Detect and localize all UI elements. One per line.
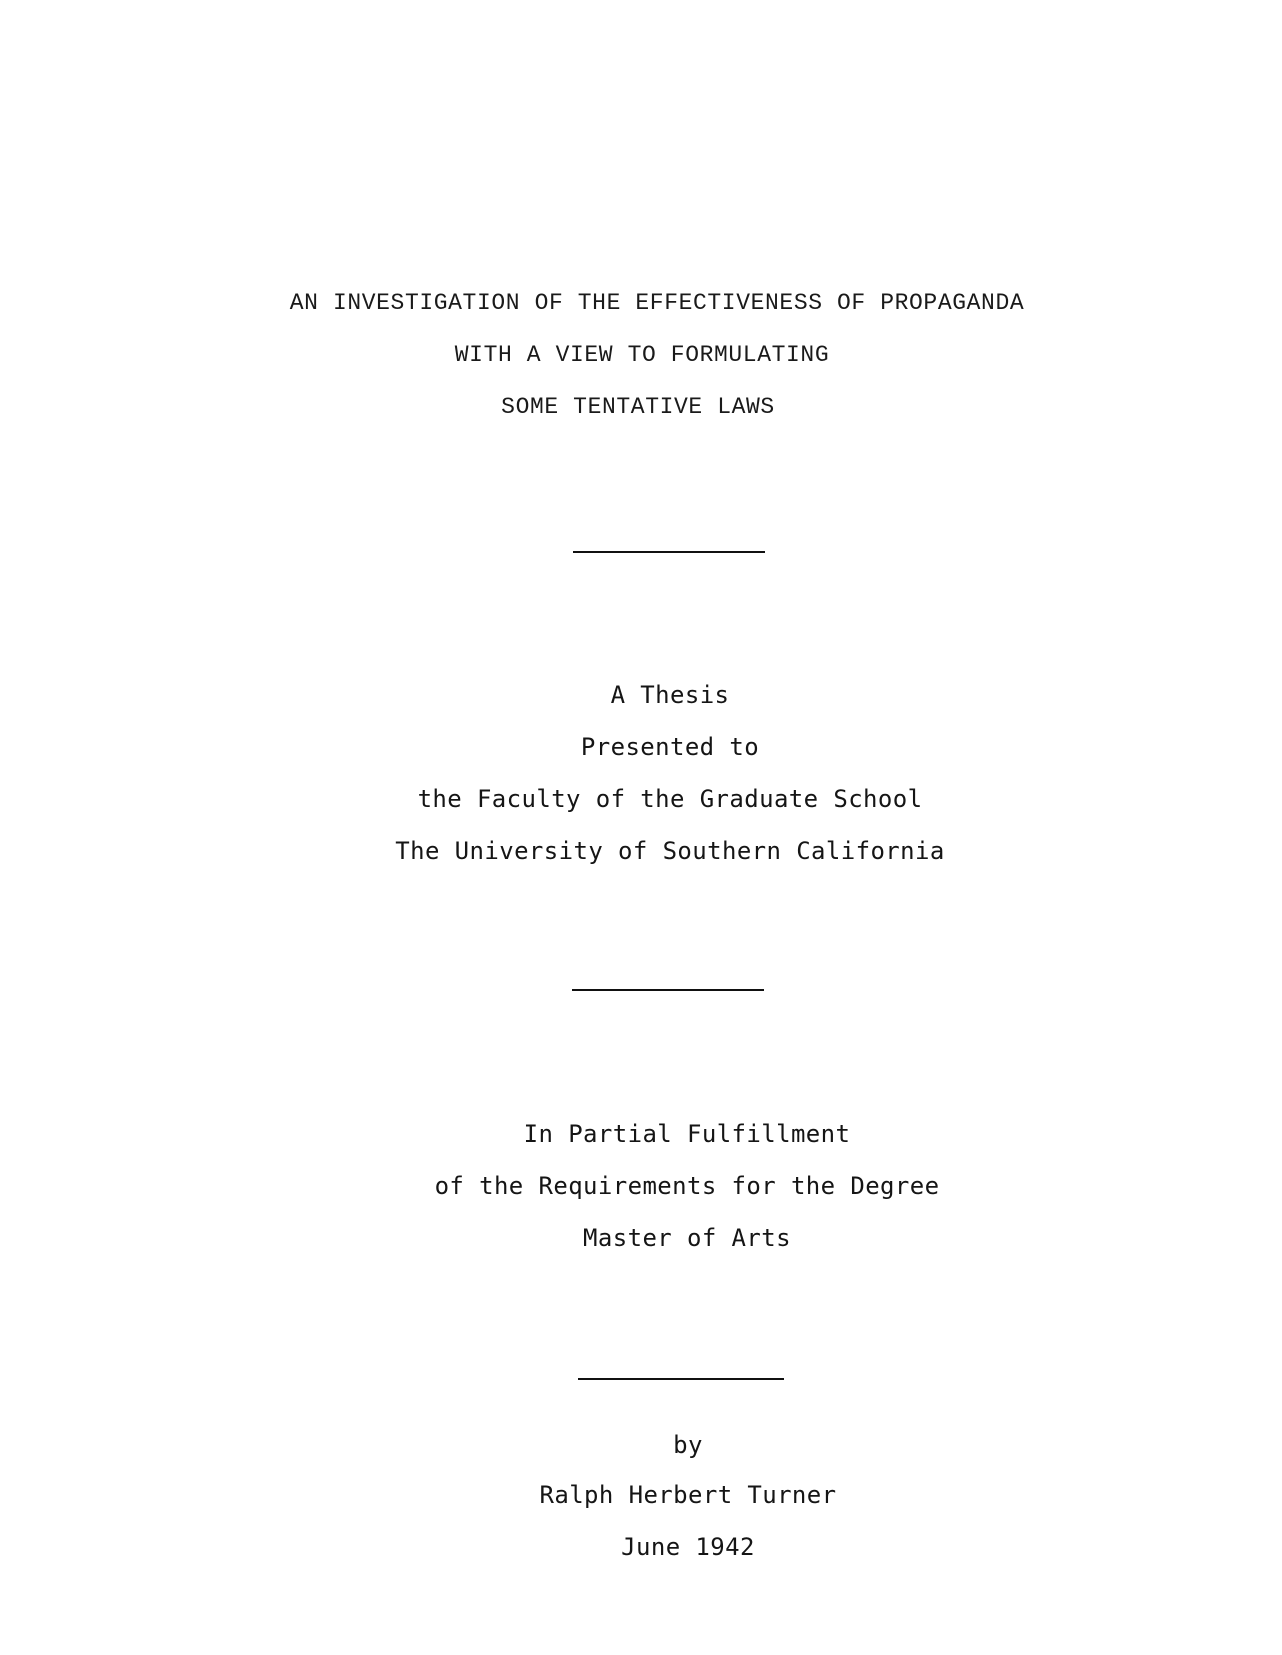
fulfillment-line-2: of the Requirements for the Degree — [434, 1172, 940, 1200]
byline-by: by — [673, 1431, 703, 1459]
thesis-line-2: Presented to — [580, 733, 760, 761]
thesis-line-3: the Faculty of the Graduate School — [417, 785, 923, 813]
thesis-line-1: A Thesis — [610, 681, 730, 709]
submission-date: June 1942 — [621, 1533, 755, 1561]
title-line-2: WITH A VIEW TO FORMULATING — [454, 342, 830, 368]
title-line-1: AN INVESTIGATION OF THE EFFECTIVENESS OF PROPAGANDA — [289, 290, 1025, 316]
divider-1 — [573, 551, 765, 553]
divider-2 — [572, 989, 764, 991]
thesis-line-4: The University of Southern California — [395, 837, 945, 865]
title-line-3: SOME TENTATIVE LAWS — [501, 394, 775, 420]
author-name: Ralph Herbert Turner — [539, 1481, 837, 1509]
fulfillment-line-1: In Partial Fulfillment — [523, 1120, 851, 1148]
divider-3 — [578, 1378, 784, 1380]
fulfillment-line-3: Master of Arts — [583, 1224, 791, 1252]
